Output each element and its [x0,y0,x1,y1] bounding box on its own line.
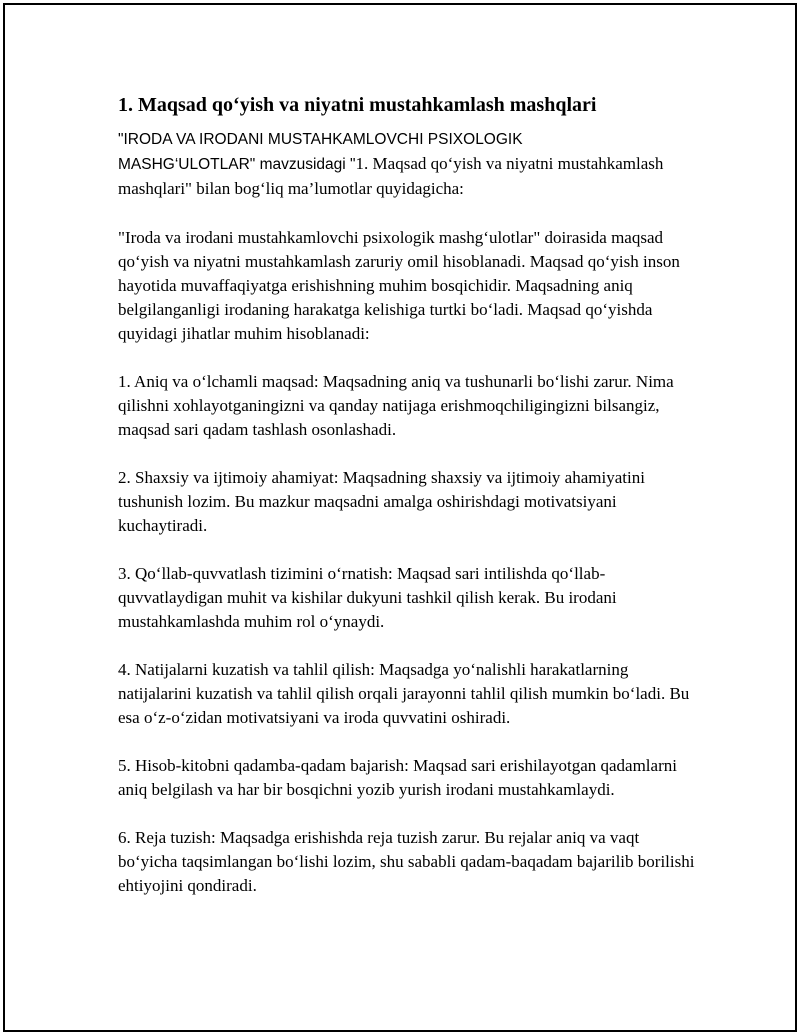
paragraph-overview: "Iroda va irodani mustahkamlovchi psixologik mashg‘ulotlar" doirasida maqsad qo‘yish va niyatni mustahkamlash zaruriy omil hisoblanadi. Maqsad qo‘yish inson hayotida muvaffaqiyatga erishishning muhim bosqichidir. Maqsadning aniq belgilanganligi irodaning harakatga kelishiga turtki bo‘ladi. Maqsad qo‘yishda quyidagi jihatlar muhim hisoblanadi: [118,228,680,343]
list-item-3: 3. Qo‘llab-quvvatlash tizimini o‘rnatish: Maqsad sari intilishda qo‘llab-quvvatlaydigan muhit va kishilar dukyuni tashkil qilish kerak. Bu irodani mustahkamlashda muhim rol o‘ynaydi. [118,564,617,631]
document-body [118,91,698,898]
list-item-4: 4. Natijalarni kuzatish va tahlil qilish: Maqsadga yo‘nalishli harakatlarning natijalarini kuzatish va tahlil qilish orqali jarayonni tahlil qilish mumkin bo‘ladi. Bu esa o‘z-o‘zidan motivatsiyani va iroda quvvatini oshiradi. [118,660,690,727]
list-item-6: 6. Reja tuzish: Maqsadga erishishda reja tuzish zarur. Bu rejalar aniq va vaqt bo‘yicha taqsimlangan bo‘lishi lozim, shu sababli qadam-baqadam bajarilib borilishi ehtiyojini qondiradi. [118,828,695,895]
intro-paragraph [118,128,698,202]
intro-rest: 1. Maqsad qo‘yish va niyatni mustahkamlash mashqlari" bilan bog‘liq ma’lumotlar quyidagicha: [118,154,664,198]
list-item-1: 1. Aniq va o‘lchamli maqsad: Maqsadning aniq va tushunarli bo‘lishi zarur. Nima qilishni xohlayotganingizni va qanday natijaga erishmoqchiligingizni bilsangiz, maqsad sari qadam tashlash osonlashadi. [118,372,674,439]
intro-line-1: "IRODA VA IRODANI MUSTAHKAMLOVCHI PSIXOLOGIK [118,131,523,148]
list-item-2: 2. Shaxsiy va ijtimoiy ahamiyat: Maqsadning shaxsiy va ijtimoiy ahamiyatini tushunish lozim. Bu mazkur maqsadni amalga oshirishdagi motivatsiyani kuchaytiradi. [118,468,645,535]
intro-line-2: MASHG‘ULOTLAR" mavzusidagi " [118,156,356,173]
list-item-5: 5. Hisob-kitobni qadamba-qadam bajarish: Maqsad sari erishilayotgan qadamlarni aniq belgilash va har bir bosqichni yozib yurish irodani mustahkamlaydi. [118,756,677,799]
page-title: 1. Maqsad qo‘yish va niyatni mustahkamlash mashqlari [118,94,597,116]
